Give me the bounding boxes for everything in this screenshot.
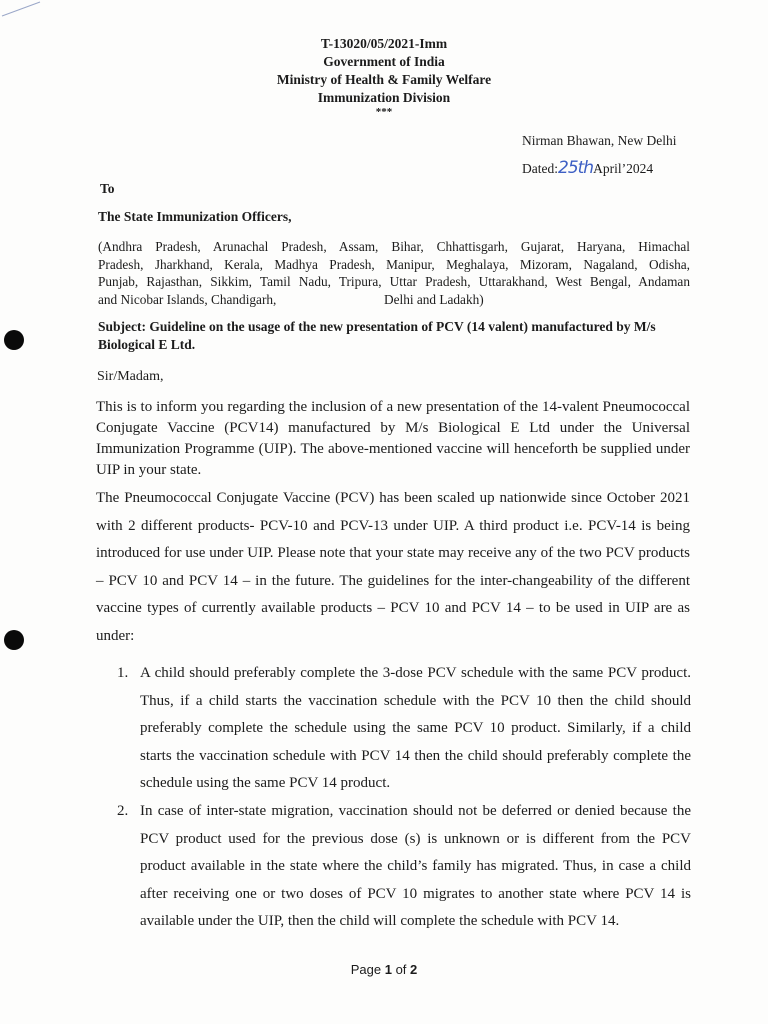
subject-line: Subject: Guideline on the usage of the new presentation of PCV (14 valent) manufactured by M/s Biological E Ltd.	[98, 319, 656, 352]
date-month-year: April’2024	[593, 161, 654, 176]
ministry-heading: Ministry of Health & Family Welfare	[276, 72, 492, 87]
list-item-1: A child should preferably complete the 3-dose PCV schedule with the same PCV product. Thus, if a child starts the vaccination schedule with the PCV 10 then the child should preferably complete the schedule using the same PCV 10 product. Similarly, if a child starts the vaccination schedule with PCV 14 then the child should preferably complete the schedule using the same PCV 14 product.	[140, 665, 691, 791]
states-line-3: Punjab, Rajasthan, Sikkim, Tamil Nadu, Tripura, Uttar Pradesh, Uttarakhand, West Bengal, Andaman	[98, 274, 690, 289]
binder-hole-bottom	[4, 630, 24, 650]
corner-scan-mark	[0, 0, 60, 20]
footer-page-word: Page	[350, 962, 382, 977]
paragraph-2: The Pneumococcal Conjugate Vaccine (PCV) has been scaled up nationwide since October 2021 with 2 different products- PCV-10 and PCV-13 under UIP. A third product i.e. PCV-14 is being introduced for use under UIP. Please note that your state may receive any of the two PCV products – PCV 10 and PCV 14 – in the future. The guidelines for the inter-changeability of the different vaccine types of currently available products – PCV 10 and PCV 14 – to be used in UIP are as under:	[96, 490, 690, 644]
to-line: To	[100, 181, 115, 196]
footer-of-word: of	[395, 962, 407, 977]
page-footer	[0, 962, 768, 977]
date-label: Dated:	[522, 161, 558, 176]
list-number-2: 2.	[117, 803, 129, 819]
states-line-2: Pradesh, Jharkhand, Kerala, Madhya Pradesh, Manipur, Meghalaya, Mizoram, Nagaland, Odisha,	[98, 256, 690, 272]
paragraph-1: This is to inform you regarding the inclusion of a new presentation of the 14-valent Pneumococcal Conjugate Vaccine (PCV14) manufactured by M/s Biological E Ltd under the Universal Immunization Programme (UIP). The above-mentioned vaccine will henceforth be supplied under UIP in your state.	[96, 399, 690, 478]
list-item-2: In case of inter-state migration, vaccination should not be deferred or denied because the PCV product used for the previous dose (s) is unknown or is different from the PCV product available in the state where the child’s family has migrated. Thus, in case a child after receiving one or two doses of PCV 10 migrates to another state where PCV 14 is available under the UIP, then the child will complete the schedule with PCV 14.	[140, 803, 691, 929]
states-line-4-right: Delhi and Ladakh)	[384, 291, 484, 307]
addressee: The State Immunization Officers,	[98, 209, 292, 224]
header-stars: ***	[375, 106, 393, 118]
place-line: Nirman Bhawan, New Delhi	[522, 133, 677, 148]
handwritten-date-day: 25th	[558, 158, 594, 178]
footer-page-total: 2	[410, 962, 418, 977]
government-heading: Government of India	[323, 54, 445, 69]
file-number: T-13020/05/2021-Imm	[320, 36, 448, 51]
states-list	[98, 238, 690, 308]
salutation: Sir/Madam,	[97, 369, 164, 384]
division-heading: Immunization Division	[317, 90, 451, 105]
list-number-1: 1.	[117, 665, 129, 681]
date-line	[522, 158, 653, 178]
binder-hole-top	[4, 330, 24, 350]
states-line-1: (Andhra Pradesh, Arunachal Pradesh, Assam, Bihar, Chhattisgarh, Gujarat, Haryana, Himachal	[98, 239, 690, 254]
states-line-4	[98, 291, 690, 309]
footer-page-number: 1	[384, 962, 392, 977]
states-line-4-left: and Nicobar Islands, Chandigarh,	[98, 291, 277, 307]
